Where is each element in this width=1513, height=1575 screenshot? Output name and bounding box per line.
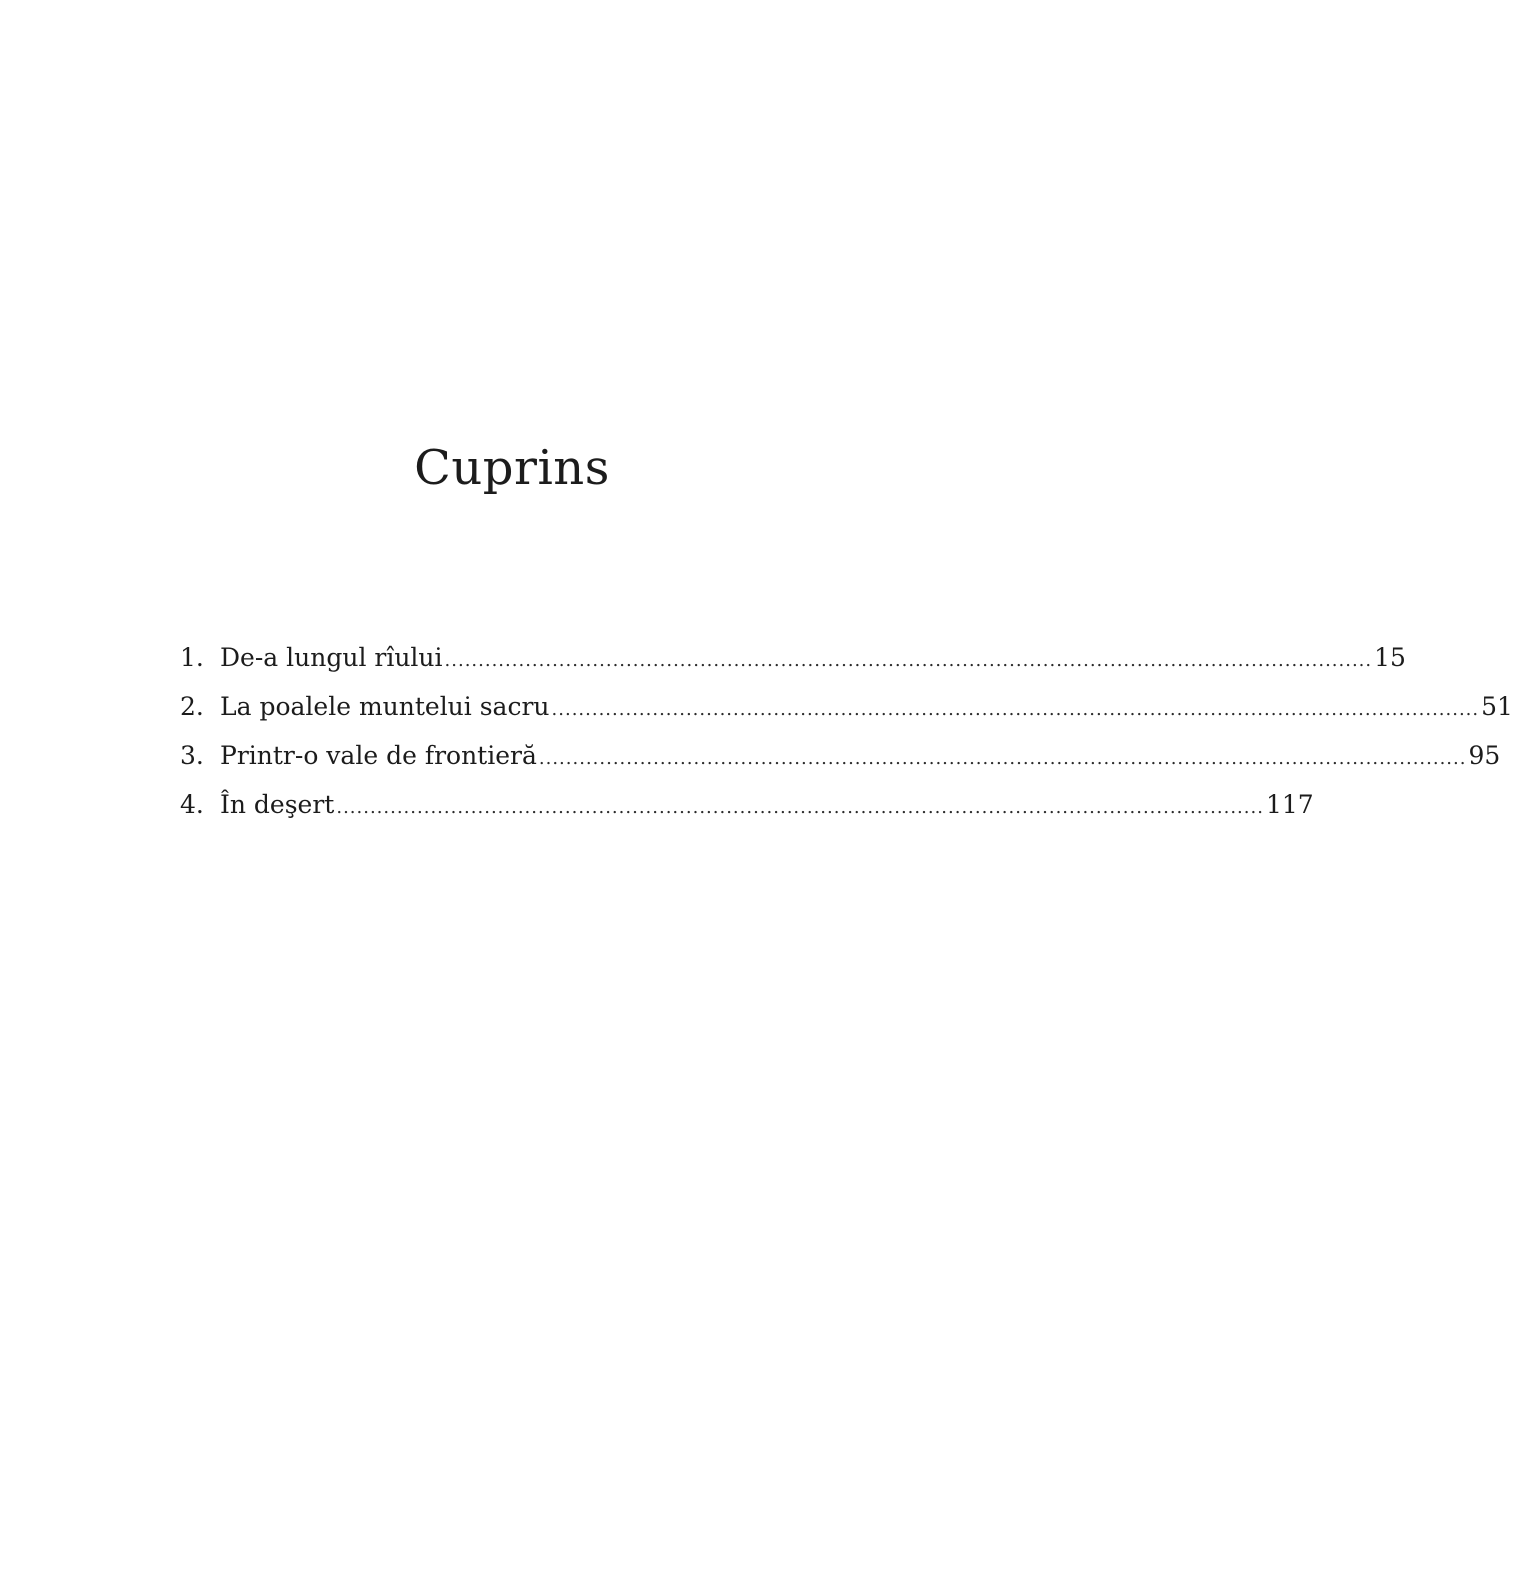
toc-entry[interactable] (180, 736, 1501, 785)
toc-entry-title: Printr-o vale de frontieră (220, 741, 537, 770)
toc-entry-page: 95 (1468, 741, 1501, 770)
table-of-contents (180, 638, 1513, 834)
dot-leader: .......................................................................................................................................... (336, 797, 1264, 818)
toc-entry-page: 51 (1481, 692, 1513, 721)
dot-leader: .......................................................................................................................................... (538, 748, 1467, 769)
toc-entry[interactable] (180, 687, 1513, 736)
toc-entry-title: De-a lungul rîului (220, 643, 443, 672)
toc-entry-page: 15 (1374, 643, 1406, 672)
toc-entry-number: 2. (180, 692, 204, 721)
toc-entry-number: 1. (180, 643, 204, 672)
toc-entry-title: La poalele muntelui sacru (220, 692, 550, 721)
toc-entry[interactable] (180, 638, 1406, 687)
page-title: Cuprins (414, 440, 610, 496)
toc-entry-title: În deşert (220, 790, 335, 819)
dot-leader: .......................................................................................................................................... (444, 650, 1373, 671)
toc-entry-number: 3. (180, 741, 204, 770)
toc-entry-number: 4. (180, 790, 204, 819)
toc-entry-page: 117 (1265, 790, 1314, 819)
dot-leader: .......................................................................................................................................... (551, 699, 1480, 720)
toc-entry[interactable] (180, 785, 1314, 834)
